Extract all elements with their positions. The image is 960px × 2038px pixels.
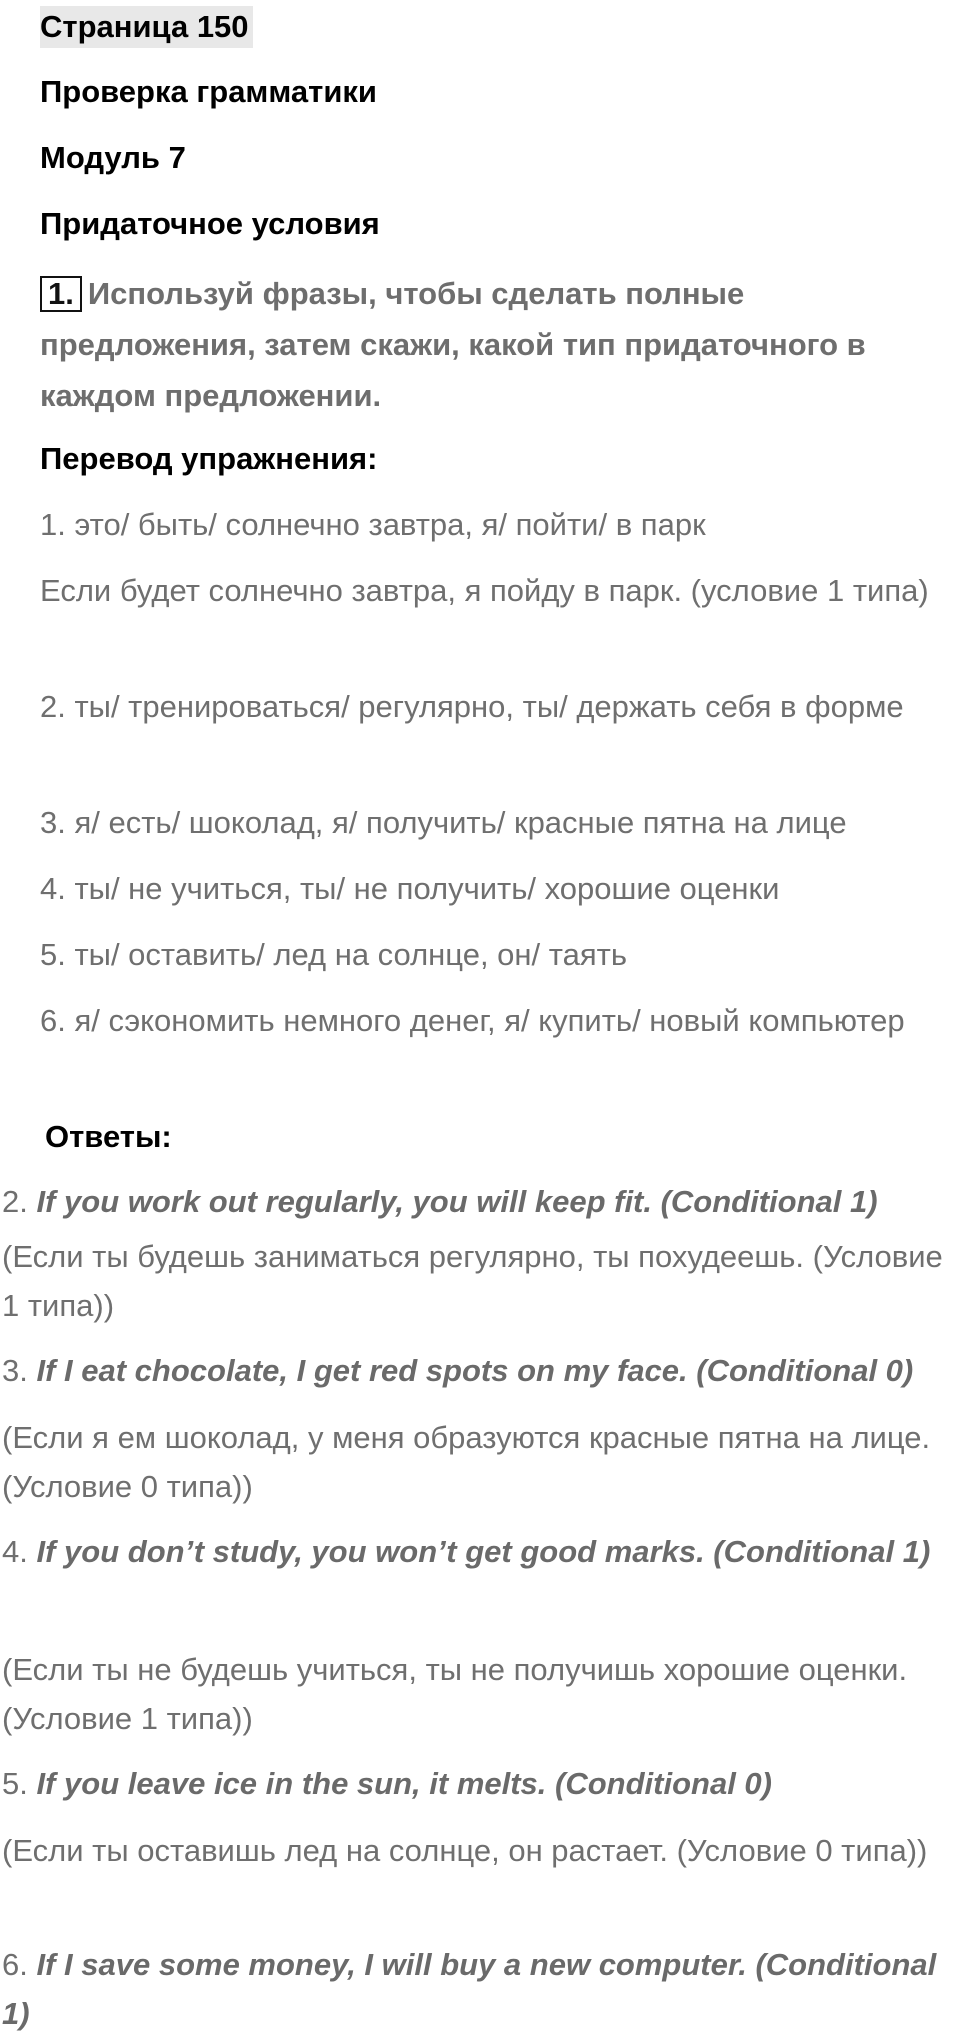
answer-english	[0, 1759, 960, 1808]
answer-english	[0, 1940, 960, 2038]
answer-number: 5.	[2, 1766, 28, 1801]
answer-english	[0, 1527, 960, 1576]
answer-sentence: If you don’t study, you won’t get good marks. (Conditional 1)	[36, 1534, 931, 1569]
answer-russian: (Если ты не будешь учиться, ты не получишь хорошие оценки. (Условие 1 типа))	[2, 1652, 908, 1736]
translation-title: Перевод упражнения:	[40, 441, 378, 476]
answer-number: 3.	[2, 1353, 28, 1388]
answer-number: 2.	[2, 1184, 28, 1219]
topic-title: Придаточное условия	[40, 206, 380, 241]
answer-russian: (Если я ем шоколад, у меня образуются красные пятна на лице. (Условие 0 типа))	[2, 1420, 931, 1504]
answer-sentence: If I eat chocolate, I get red spots on my face. (Conditional 0)	[36, 1353, 914, 1388]
answer-russian: (Если ты оставишь лед на солнце, он растает. (Условие 0 типа))	[2, 1833, 928, 1868]
exercise-item: 2. ты/ тренироваться/ регулярно, ты/ держать себя в форме	[40, 689, 904, 724]
task-number-box: 1.	[40, 276, 82, 312]
section-heading: Проверка грамматики	[40, 74, 377, 109]
answer-number: 6.	[2, 1947, 28, 1982]
answer-sentence: If I save some money, I will buy a new computer. (Conditional 1)	[2, 1947, 937, 2031]
answer-number: 4.	[2, 1534, 28, 1569]
answers-title: Ответы:	[45, 1119, 172, 1154]
task-instruction	[0, 268, 960, 421]
answer-russian: (Если ты будешь заниматься регулярно, ты похудеешь. (Условие 1 типа))	[2, 1239, 943, 1323]
exercise-item: 6. я/ сэкономить немного денег, я/ купить/ новый компьютер	[40, 1003, 905, 1038]
answer-sentence: If you work out regularly, you will keep fit. (Conditional 1)	[36, 1184, 878, 1219]
answer-english	[0, 1177, 960, 1226]
answer-sentence: If you leave ice in the sun, it melts. (Conditional 0)	[36, 1766, 772, 1801]
exercise-item: 5. ты/ оставить/ лед на солнце, он/ таять	[40, 937, 627, 972]
task-text: Используй фразы, чтобы сделать полные предложения, затем скажи, какой тип придаточного в каждом предложении.	[40, 276, 866, 413]
page-number	[0, 6, 960, 48]
exercise-example-translation: Если будет солнечно завтра, я пойду в парк. (условие 1 типа)	[40, 573, 929, 608]
answer-english	[0, 1346, 960, 1395]
page-label: Страница 150	[40, 6, 253, 48]
exercise-item: 4. ты/ не учиться, ты/ не получить/ хорошие оценки	[40, 871, 780, 906]
exercise-item: 1. это/ быть/ солнечно завтра, я/ пойти/ в парк	[40, 507, 706, 542]
module-title: Модуль 7	[40, 140, 186, 175]
exercise-item: 3. я/ есть/ шоколад, я/ получить/ красные пятна на лице	[40, 805, 847, 840]
